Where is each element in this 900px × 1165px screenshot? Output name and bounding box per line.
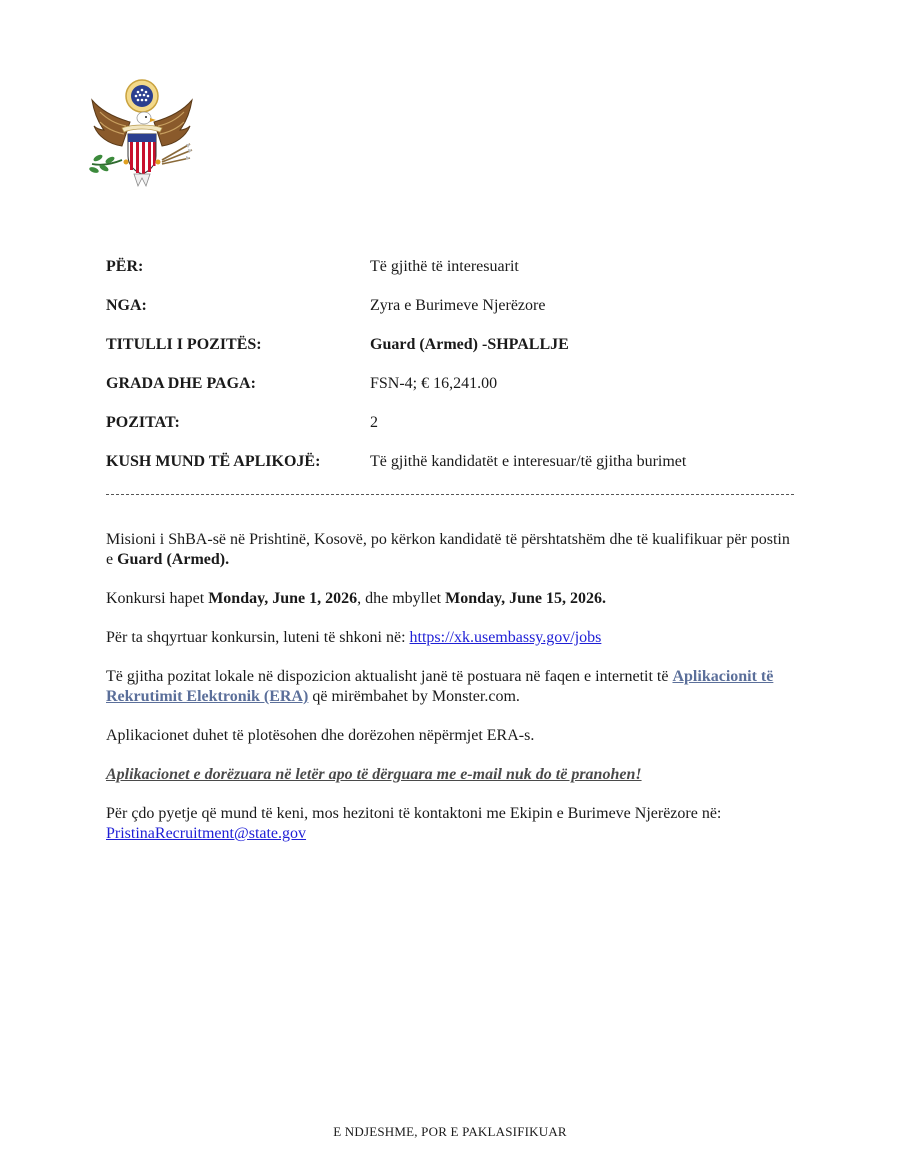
contact-email-link[interactable]: PristinaRecruitment@state.gov — [106, 825, 307, 842]
to-value: Të gjithë të interesuarit — [370, 258, 519, 275]
from-value: Zyra e Burimeve Njerëzore — [370, 297, 546, 314]
announcement-body — [106, 530, 796, 863]
paragraph-warning — [106, 765, 796, 785]
memo-header — [106, 258, 806, 492]
paragraph-mission: Misioni i ShBA-së në Prishtinë, Kosovë, po kërkon kandidatë të përshtatshëm dhe të kualifikuar për postin e Guard (Armed). — [106, 531, 790, 568]
memo-row-title — [106, 336, 806, 375]
memo-row-who — [106, 453, 806, 492]
paragraph-contact: Për çdo pyetje që mund të keni, mos hezitoni të kontaktoni me Ekipin e Burimeve Njerëzore në: PristinaRecruitment@state.gov — [106, 805, 722, 842]
us-great-seal-icon — [86, 78, 198, 194]
positions-value: 2 — [370, 414, 378, 431]
paragraph-submit: Aplikacionet duhet të plotësohen dhe dorëzohen nëpërmjet ERA-s. — [106, 727, 535, 744]
who-can-apply-value: Të gjithë kandidatët e interesuar/të gjitha burimet — [370, 453, 687, 470]
jobs-link[interactable]: https://xk.usembassy.gov/jobs — [409, 629, 602, 646]
dashed-divider — [106, 494, 794, 495]
grade-label: GRADA DHE PAGA: — [106, 375, 256, 392]
memo-row-to — [106, 258, 806, 297]
era-link[interactable]: Aplikacionit të Rekrutimit Elektronik (ERA) — [106, 668, 774, 705]
warning-text: Aplikacionet e dorëzuara në letër apo të dërguara me e-mail nuk do të pranohen! — [106, 766, 642, 783]
paragraph-jobs-link: Për ta shqyrtuar konkursin, luteni të shkoni në: https://xk.usembassy.gov/jobs — [106, 629, 602, 646]
position-name: Guard (Armed). — [117, 551, 230, 568]
from-label: NGA: — [106, 297, 147, 314]
position-title-label: TITULLI I POZITËS: — [106, 336, 262, 353]
who-can-apply-label: KUSH MUND TË APLIKOJË: — [106, 453, 321, 470]
open-date: Monday, June 1, 2026 — [208, 590, 358, 607]
position-title-value: Guard (Armed) -SHPALLJE — [370, 336, 569, 353]
classification-footer: E NDJESHME, POR E PAKLASIFIKUAR — [333, 1124, 567, 1139]
grade-value: FSN-4; € 16,241.00 — [370, 375, 498, 392]
memo-row-grade — [106, 375, 806, 414]
memo-row-from — [106, 297, 806, 336]
paragraph-era: Të gjitha pozitat lokale në dispozicion aktualisht janë të postuara në faqen e internetit të Aplikacionit të Rekrutimit Elektronik (ERA) që mirëmbahet by Monster.com. — [106, 668, 774, 705]
to-label: PËR: — [106, 258, 144, 275]
memo-row-positions — [106, 414, 806, 453]
paragraph-dates: Konkursi hapet Monday, June 1, 2026, dhe mbyllet Monday, June 15, 2026. — [106, 590, 607, 607]
close-date: Monday, June 15, 2026. — [445, 590, 607, 607]
positions-label: POZITAT: — [106, 414, 180, 431]
